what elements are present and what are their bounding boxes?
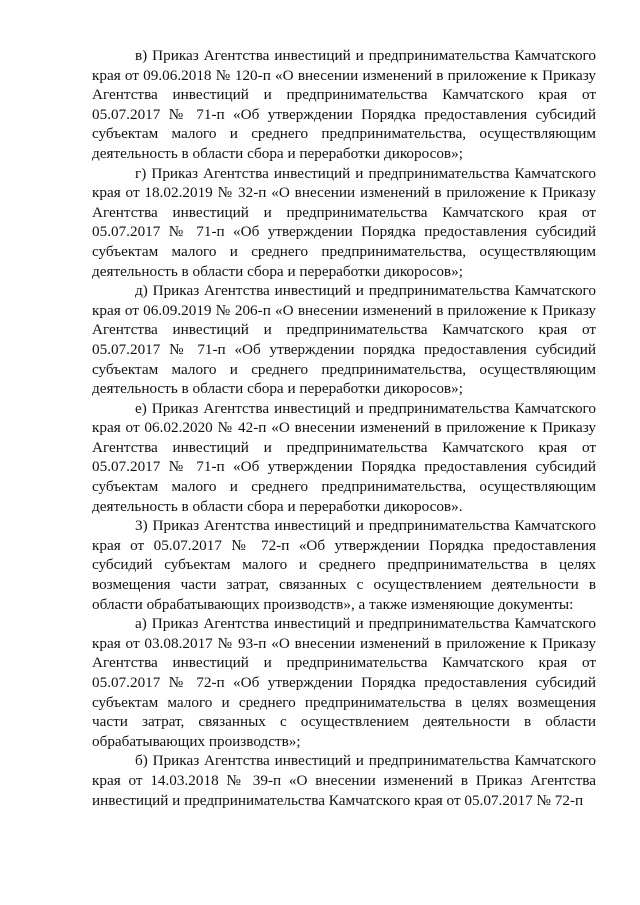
document-page [92,46,596,810]
paragraph-item-3: 3) Приказ Агентства инвестиций и предпринимательства Камчатского края от 05.07.2017 № 72-п «Об утверждении Порядка предоставления субсидий субъектам малого и среднего предпринимательства в целях возмещения части затрат, связанных с осуществлением деятельности в области обрабатывающих производств», а также изменяющие документы: [92,517,596,613]
paragraph-item-v: в) Приказ Агентства инвестиций и предпринимательства Камчатского края от 09.06.2018 № 120-п «О внесении изменений в приложение к Приказу Агентства инвестиций и предпринимательства Камчатского края от 05.07.2017 № 71-п «Об утверждении Порядка предоставления субсидий субъектам малого и среднего предпринимательства, осуществляющим деятельность в области сбора и переработки дикоросов»; [92,47,596,162]
paragraph-item-b: б) Приказ Агентства инвестиций и предпринимательства Камчатского края от 14.03.2018 № 39-п «О внесении изменений в Приказ Агентства инвестиций и предпринимательства Камчатского края от 05.07.2017 № 72-п [92,752,596,809]
paragraph-item-g: г) Приказ Агентства инвестиций и предпринимательства Камчатского края от 18.02.2019 № 32-п «О внесении изменений в приложение к Приказу Агентства инвестиций и предпринимательства Камчатского края от 05.07.2017 № 71-п «Об утверждении Порядка предоставления субсидий субъектам малого и среднего предпринимательства, осуществляющим деятельность в области сбора и переработки дикоросов»; [92,164,596,280]
paragraph-item-e: е) Приказ Агентства инвестиций и предпринимательства Камчатского края от 06.02.2020 № 42-п «О внесении изменений в приложение к Приказу Агентства инвестиций и предпринимательства Камчатского края от 05.07.2017 № 71-п «Об утверждении Порядка предоставления субсидий субъектам малого и среднего предпринимательства, осуществляющим деятельность в области сбора и переработки дикоросов». [92,399,596,515]
paragraph-item-a: а) Приказ Агентства инвестиций и предпринимательства Камчатского края от 03.08.2017 № 93-п «О внесении изменений в приложение к Приказу Агентства инвестиций и предпринимательства Камчатского края от 05.07.2017 № 72-п «Об утверждении Порядка предоставления субсидий субъектам малого и среднего предпринимательства в целях возмещения части затрат, связанных с осуществлением деятельности в области обрабатывающих производств»; [92,615,596,750]
paragraph-item-d: д) Приказ Агентства инвестиций и предпринимательства Камчатского края от 06.09.2019 № 206-п «О внесении изменений в приложение к Приказу Агентства инвестиций и предпринимательства Камчатского края от 05.07.2017 № 71-п «Об утверждении порядка предоставления субсидий субъектам малого и среднего предпринимательства, осуществляющим деятельность в области сбора и переработки дикоросов»; [92,282,596,398]
